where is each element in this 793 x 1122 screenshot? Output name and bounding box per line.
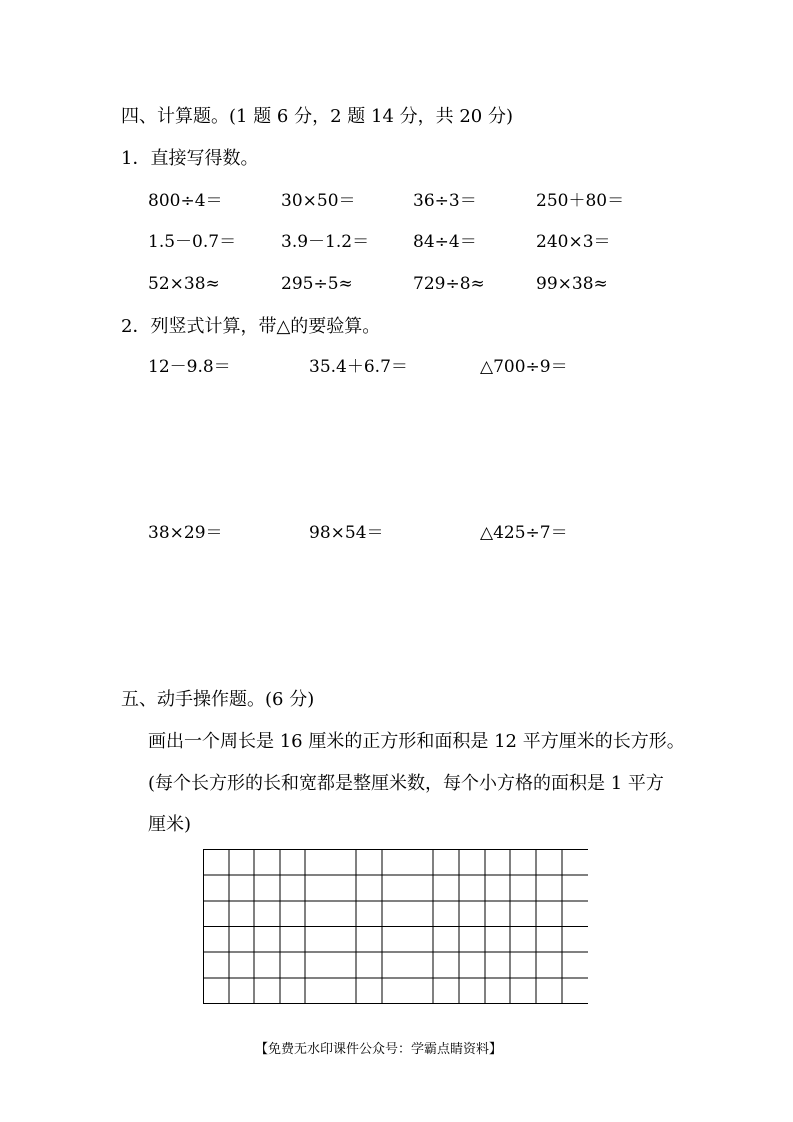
q1-item: 3.9－1.2＝ [281, 232, 370, 252]
q1-item: 250＋80＝ [536, 191, 625, 211]
instruction-line: 画出一个周长是 16 厘米的正方形和面积是 12 平方厘米的长方形。 [148, 731, 685, 752]
q1-item: 99×38≈ [536, 274, 608, 294]
q1-item: 36÷3＝ [413, 191, 477, 211]
q1-item: 1.5－0.7＝ [148, 232, 237, 252]
grid-horizontal-lines [203, 850, 588, 1004]
instruction-line: 厘米) [148, 814, 192, 835]
section-5-heading: 五、动手操作题。(6 分) [121, 689, 315, 710]
q2-item: 35.4＋6.7＝ [309, 357, 408, 377]
q1-item: 84÷4＝ [413, 232, 477, 252]
q2-item: △425÷7＝ [480, 523, 568, 543]
question-2-title: 2．列竖式计算，带△的要验算。 [121, 316, 381, 337]
q1-item: 30×50＝ [281, 191, 356, 211]
q1-item: 295÷5≈ [281, 274, 353, 294]
q2-item: 12－9.8＝ [148, 357, 231, 377]
q2-item: △700÷9＝ [480, 357, 568, 377]
q1-item: 800÷4＝ [148, 191, 223, 211]
square-grid[interactable] [203, 849, 588, 1004]
q1-item: 52×38≈ [148, 274, 220, 294]
q1-item: 240×3＝ [536, 232, 611, 252]
question-1-title: 1．直接写得数。 [121, 148, 259, 169]
q2-item: 38×29＝ [148, 523, 223, 543]
instruction-line: (每个长方形的长和宽都是整厘米数，每个小方格的面积是 1 平方 [148, 773, 664, 794]
q1-item: 729÷8≈ [413, 274, 485, 294]
footer-note: 【免费无水印课件公众号：学霸点睛资料】 [255, 1042, 503, 1057]
q2-item: 98×54＝ [309, 523, 384, 543]
section-4-heading: 四、计算题。(1 题 6 分，2 题 14 分，共 20 分) [121, 106, 513, 127]
